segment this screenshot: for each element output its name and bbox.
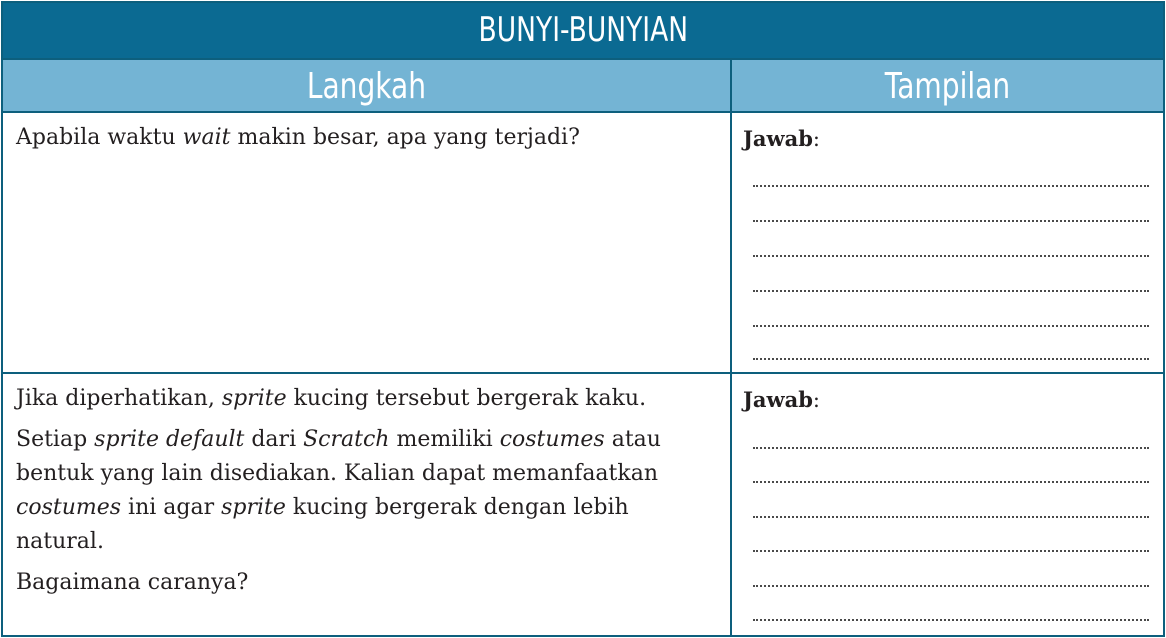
text-span: kucing tersebut bergerak kaku.	[286, 386, 647, 411]
answer-line[interactable]	[753, 550, 1149, 552]
answer-line[interactable]	[753, 255, 1149, 257]
answer-label-colon: :	[812, 127, 820, 151]
italic-term: sprite	[221, 386, 287, 411]
answer-label-text: Jawab	[743, 387, 813, 412]
header-langkah-text: Langkah	[306, 66, 427, 107]
text-span: kucing bergerak dengan lebih natural.	[16, 495, 629, 554]
text-span: ini agar	[121, 495, 222, 520]
italic-term: sprite	[221, 495, 286, 520]
answer-label-colon: :	[812, 388, 820, 412]
italic-term: sprite default	[94, 427, 245, 452]
table-title-text: BUNYI-BUNYIAN	[478, 10, 688, 50]
answer-line[interactable]	[753, 185, 1149, 187]
text-span: memiliki	[389, 427, 500, 452]
column-divider	[730, 58, 732, 635]
text-span: Apabila waktu	[16, 125, 183, 150]
italic-term: costumes	[499, 427, 605, 452]
answer-line[interactable]	[753, 447, 1149, 449]
italic-term: costumes	[16, 495, 122, 520]
row-2-question-paragraph-1	[16, 382, 716, 416]
answer-line[interactable]	[753, 585, 1149, 587]
worksheet-table	[1, 1, 1165, 637]
row-1-answer-label	[743, 124, 820, 154]
header-tampilan-text: Tampilan	[884, 66, 1011, 107]
text-span: atau bentuk yang lain disediakan. Kalian dapat memanfaatkan	[16, 427, 661, 486]
italic-term: Scratch	[303, 427, 390, 452]
header-row	[3, 58, 1163, 113]
row-1-question	[16, 121, 716, 162]
text-span: Jika diperhatikan,	[16, 386, 222, 411]
answer-line[interactable]	[753, 619, 1149, 621]
header-langkah	[3, 60, 730, 111]
table-title	[3, 3, 1163, 58]
text-span: Setiap	[16, 427, 95, 452]
answer-line[interactable]	[753, 481, 1149, 483]
italic-term: wait	[182, 125, 231, 150]
answer-line[interactable]	[753, 516, 1149, 518]
row-divider	[3, 372, 1163, 374]
answer-line[interactable]	[753, 325, 1149, 327]
row-1-question-paragraph	[16, 121, 716, 155]
row-2-question-paragraph-2	[16, 423, 716, 559]
row-2-question-paragraph-3: Bagaimana caranya?	[16, 570, 249, 595]
header-tampilan	[732, 60, 1163, 111]
row-2-question	[16, 382, 716, 607]
text-span: makin besar, apa yang terjadi?	[230, 125, 580, 150]
row-2-answer-label	[743, 385, 820, 415]
answer-label-text: Jawab	[743, 126, 813, 151]
answer-line[interactable]	[753, 290, 1149, 292]
answer-line[interactable]	[753, 220, 1149, 222]
text-span: dari	[244, 427, 304, 452]
answer-line[interactable]	[753, 358, 1149, 360]
